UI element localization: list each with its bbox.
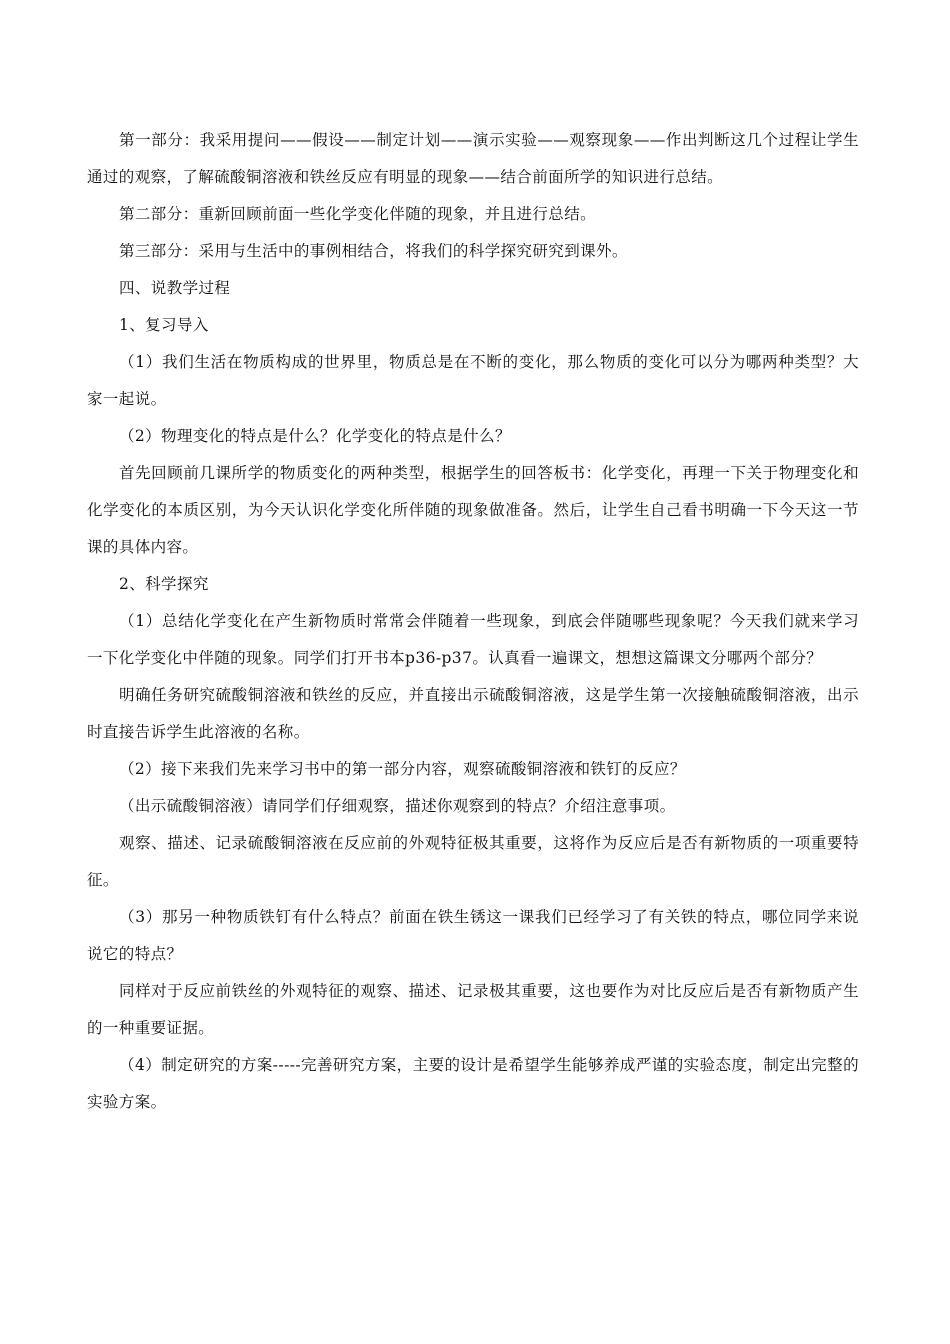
paragraph-question-2: （2）物理变化的特点是什么？化学变化的特点是什么？ [119,427,511,445]
paragraph-review-summary: 首先回顾前几课所学的物质变化的两种类型，根据学生的回答板书：化学变化，再理一下关于物理变化和化学变化的本质区别，为今天认识化学变化所伴随的现象做准备。然后，让学生自己看书明确一下今天这一节课的具体内容。 [87,464,859,556]
paragraph-part-three: 第三部分：采用与生活中的事例相结合，将我们的科学探究研究到课外。 [119,242,628,260]
paragraph-iron-observation: 同样对于反应前铁丝的外观特征的观察、描述、记录极其重要，这也要作为对比反应后是否有新物质产生的一种重要证据。 [87,982,859,1037]
paragraph-show-solution: （出示硫酸铜溶液）请同学们仔细观察，描述你观察到的特点？介绍注意事项。 [119,797,676,815]
paragraph-inquiry-3: （3）那另一种物质铁钉有什么特点？前面在铁生锈这一课我们已经学习了有关铁的特点，哪位同学来说说它的特点？ [87,908,859,963]
subheading-review-intro: 1、复习导入 [119,316,209,334]
paragraph-question-1: （1）我们生活在物质构成的世界里，物质总是在不断的变化，那么物质的变化可以分为哪两种类型？大家一起说。 [87,353,859,408]
section-heading-teaching-process: 四、说教学过程 [119,279,231,297]
paragraph-part-one: 第一部分：我采用提问——假设——制定计划——演示实验——观察现象——作出判断这几个过程让学生通过的观察，了解硫酸铜溶液和铁丝反应有明显的现象——结合前面所学的知识进行总结。 [87,131,859,186]
paragraph-inquiry-2: （2）接下来我们先来学习书中的第一部分内容，观察硫酸铜溶液和铁钉的反应？ [119,760,686,778]
paragraph-inquiry-1: （1）总结化学变化在产生新物质时常常会伴随着一些现象，到底会伴随哪些现象呢？今天我们就来学习一下化学变化中伴随的现象。同学们打开书本p36-p37。认真看一遍课文，想想这篇课文分哪两个部分？ [87,612,859,667]
paragraph-observe-record: 观察、描述、记录硫酸铜溶液在反应前的外观特征极其重要，这将作为反应后是否有新物质的一项重要特征。 [87,834,859,889]
paragraph-part-two: 第二部分：重新回顾前面一些化学变化伴随的现象，并且进行总结。 [119,205,597,223]
paragraph-inquiry-4: （4）制定研究的方案-----完善研究方案，主要的设计是希望学生能够养成严谨的实验态度，制定出完整的实验方案。 [87,1056,859,1111]
paragraph-task-definition: 明确任务研究硫酸铜溶液和铁丝的反应，并直接出示硫酸铜溶液，这是学生第一次接触硫酸铜溶液，出示时直接告诉学生此溶液的名称。 [87,686,859,741]
document-body [87,122,859,1121]
subheading-scientific-inquiry: 2、科学探究 [119,575,209,593]
